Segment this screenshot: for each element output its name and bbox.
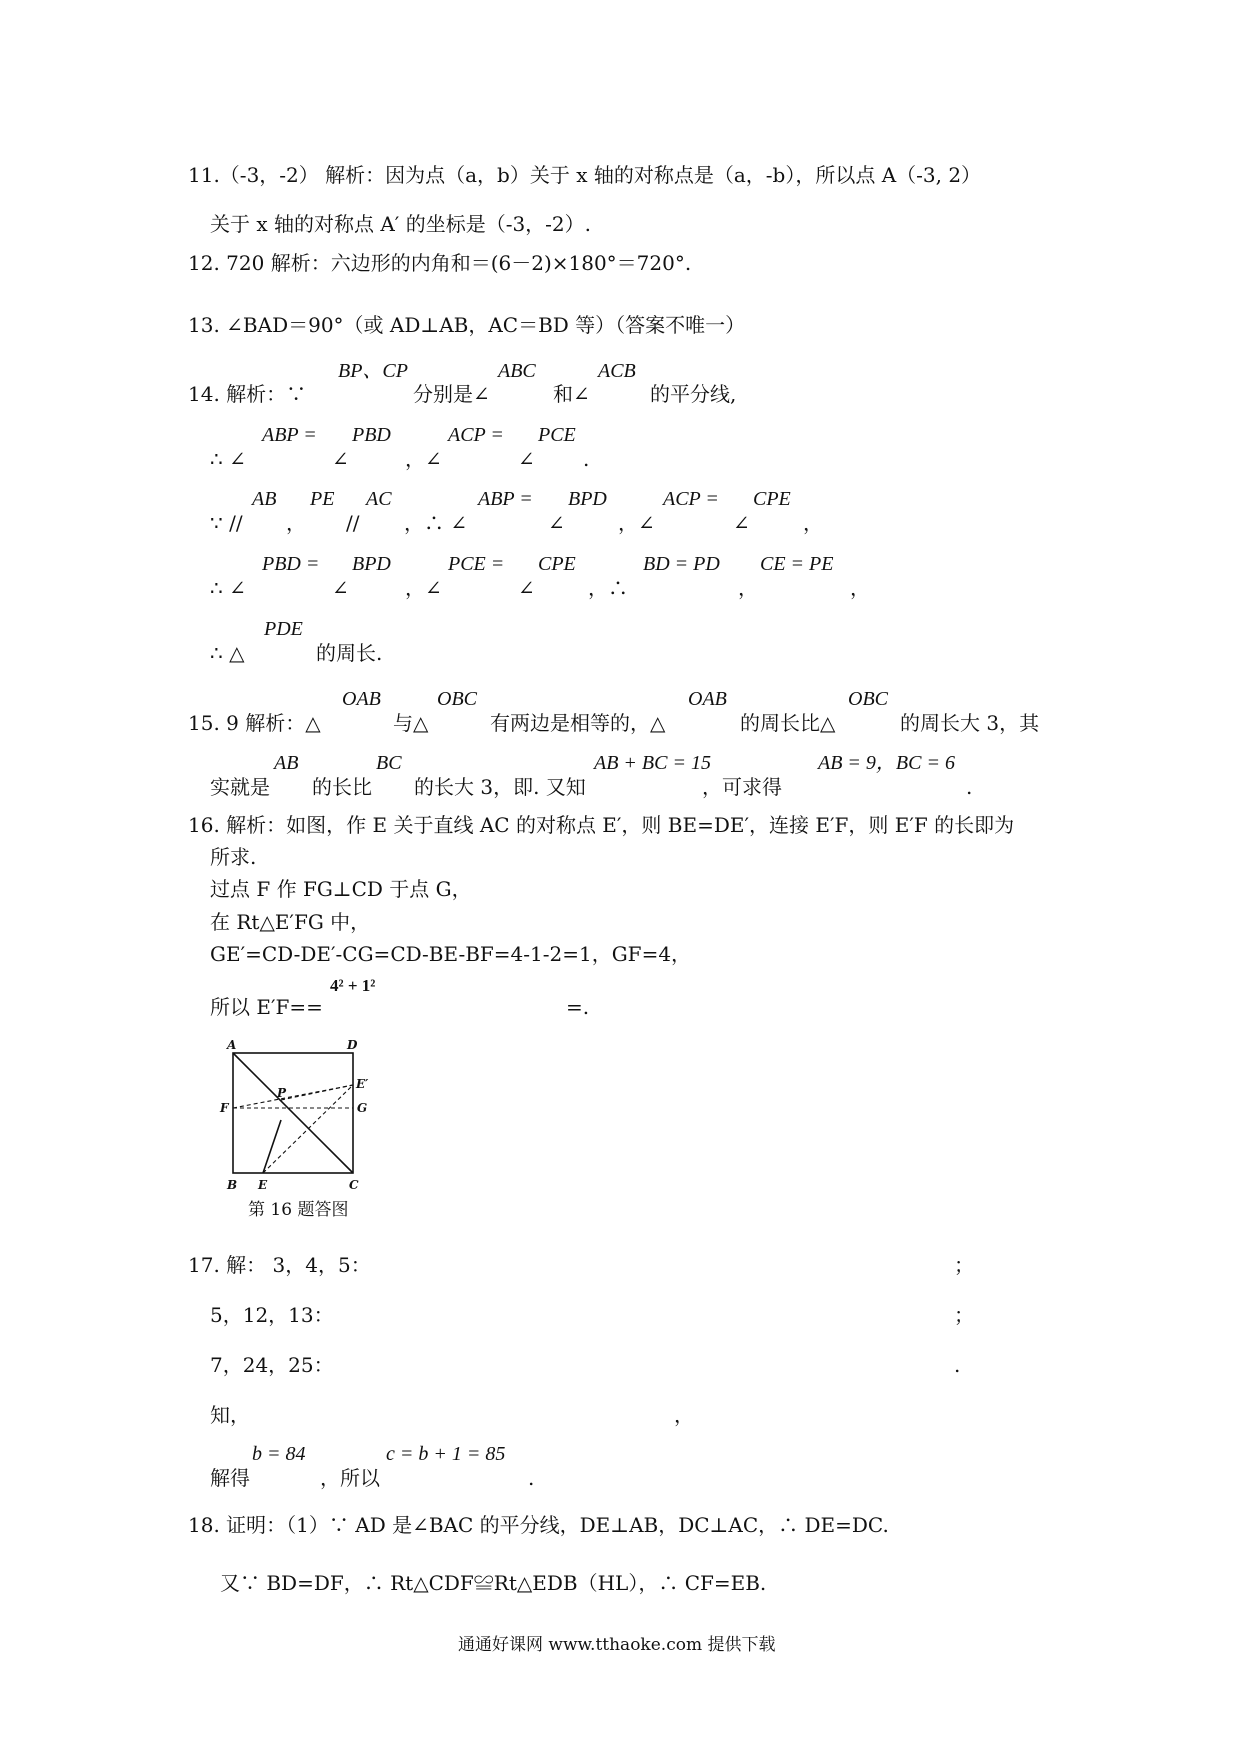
- q17-line2-end: ；: [954, 1303, 974, 1327]
- q14-line4-c: ，∠: [405, 576, 442, 600]
- q14-line3-sup6: ACP =: [663, 488, 719, 510]
- q15-line1-a: 15. 9 解析：△: [188, 711, 321, 735]
- q15-line2-sup1: AB: [274, 752, 299, 774]
- q14-line2-d: ∠: [518, 447, 535, 471]
- label-d: D: [347, 1038, 358, 1052]
- q17-line3-end: .: [954, 1353, 961, 1377]
- label-e-prime: E′: [356, 1077, 369, 1091]
- q14-line3-e: ∠: [548, 511, 565, 535]
- q15-line1-c: 有两边是相等的，△: [490, 711, 666, 735]
- q14-line1-d: 的平分线,: [650, 382, 737, 406]
- q17-line5-c: .: [528, 1466, 535, 1490]
- q15-line1-sup4: OBC: [848, 688, 888, 710]
- q14-line3-sup4: ABP =: [478, 488, 533, 510]
- q15-line1-e: 的周长大 3，其: [900, 711, 1040, 735]
- q16-line5: GE′=CD-DE′-CG=CD-BE-BF=4-1-2=1，GF=4，: [210, 942, 692, 966]
- q14-line4-a: ∴ ∠: [210, 576, 246, 600]
- q14-line2-e: .: [583, 447, 590, 471]
- q15-line2-c: 的长大 3，即. 又知: [414, 775, 586, 799]
- q14-line4-e: ，∴: [588, 576, 628, 600]
- q14-line3-sup2: PE: [310, 488, 335, 510]
- q14-line3-h: ，: [803, 511, 823, 535]
- q15-line2-b: 的长比: [312, 775, 372, 799]
- q15-line2-sup4: AB = 9，BC = 6: [818, 752, 955, 774]
- q14-line3-sup5: BPD: [568, 488, 607, 510]
- q14-line3-a: ∵ //: [210, 511, 243, 535]
- q14-line3-sup7: CPE: [753, 488, 791, 510]
- q14-line3-g: ∠: [733, 511, 750, 535]
- label-g: G: [357, 1101, 368, 1115]
- q14-line2-sup1: ABP =: [262, 424, 317, 446]
- q14-line2-c: ，∠: [405, 447, 442, 471]
- label-e: E: [258, 1178, 268, 1192]
- q14-line4-sup1: PBD =: [262, 553, 320, 575]
- q16-line6-a: 所以 E′F==: [210, 995, 323, 1019]
- q15-line1-sup2: OBC: [437, 688, 477, 710]
- label-c: C: [349, 1178, 359, 1192]
- q16-line3: 过点 F 作 FG⊥CD 于点 G，: [210, 877, 472, 901]
- q14-line1-a: 14. 解析：∵: [188, 382, 307, 406]
- q16-line2: 所求.: [210, 845, 257, 869]
- q14-line4-sup2: BPD: [352, 553, 391, 575]
- q14-line3-c: //: [346, 511, 360, 535]
- q17-line4: 知，: [210, 1403, 250, 1427]
- q16-line1: 16. 解析：如图，作 E 关于直线 AC 的对称点 E′，则 BE=DE′，连接 E′F，则 E′F 的长即为: [188, 813, 1015, 837]
- footer-source: 通通好课网 www.tthaoke.com 提供下载: [458, 1635, 776, 1655]
- segment-pe: [263, 1120, 281, 1173]
- q14-line1-b: 分别是∠: [413, 382, 490, 406]
- q14-line1-c: 和∠: [553, 382, 590, 406]
- q16-line4: 在 Rt△E′FG 中，: [210, 910, 371, 934]
- q17-line2: 5，12，13：: [210, 1303, 334, 1327]
- q11-line1: 11.（-3，-2） 解析：因为点（a，b）关于 x 轴的对称点是（a，-b），所以点 A（-3, 2）: [188, 163, 982, 187]
- q14-line4-sup6: CE = PE: [760, 553, 834, 575]
- q16-figure-caption: 第 16 题答图: [248, 1200, 349, 1220]
- q12-line1: 12. 720 解析：六边形的内角和＝(6－2)×180°＝720°.: [188, 251, 692, 275]
- q14-line4-sup5: BD = PD: [643, 553, 720, 575]
- label-a: A: [227, 1038, 237, 1052]
- q14-line4-sup3: PCE =: [448, 553, 505, 575]
- segment-fe-prime: [233, 1085, 353, 1108]
- q15-line1-b: 与△: [393, 711, 429, 735]
- q15-line2-d: ，可求得: [702, 775, 782, 799]
- q17-line1-end: ；: [954, 1253, 974, 1277]
- segment-pe-prime: [281, 1085, 353, 1100]
- q14-line5-a: ∴ △: [210, 641, 245, 665]
- q14-line1-sup2: ABC: [498, 360, 536, 382]
- q14-line3-b: ，: [286, 511, 306, 535]
- q14-line2-sup3: ACP =: [448, 424, 504, 446]
- q14-line4-g: ，: [850, 576, 870, 600]
- q14-line2-sup2: PBD: [352, 424, 391, 446]
- q14-line3-d: ，∴ ∠: [404, 511, 468, 535]
- q17-line5-b: ，所以: [320, 1466, 380, 1490]
- q17-line5-sup2: c = b + 1 = 85: [386, 1443, 506, 1465]
- q14-line2-b: ∠: [332, 447, 349, 471]
- q15-line2-sup2: BC: [376, 752, 402, 774]
- q17-line5-sup1: b = 84: [252, 1443, 306, 1465]
- q14-line5-sup1: PDE: [264, 618, 303, 640]
- q17-line1: 17. 解： 3，4，5：: [188, 1253, 371, 1277]
- q16-line6-b: =.: [566, 995, 590, 1019]
- q11-line2: 关于 x 轴的对称点 A′ 的坐标是（-3，-2）.: [210, 212, 592, 236]
- q15-line2-e: .: [966, 775, 973, 799]
- label-f: F: [220, 1101, 229, 1115]
- q15-line1-sup3: OAB: [688, 688, 727, 710]
- q18-line2: 又∵ BD=DF，∴ Rt△CDF≌Rt△EDB（HL），∴ CF=EB.: [220, 1571, 767, 1595]
- q14-line3-f: ，∠: [618, 511, 655, 535]
- q14-line1-sup1: BP、CP: [338, 360, 408, 382]
- q13-line1: 13. ∠BAD＝90°（或 AD⊥AB，AC＝BD 等）（答案不唯一）: [188, 313, 746, 337]
- q17-line3: 7，24，25：: [210, 1353, 334, 1377]
- q17-line5-a: 解得: [210, 1466, 250, 1490]
- q14-line3-sup1: AB: [252, 488, 277, 510]
- q14-line2-a: ∴ ∠: [210, 447, 246, 471]
- q15-line1-sup1: OAB: [342, 688, 381, 710]
- q14-line4-d: ∠: [518, 576, 535, 600]
- q16-line6-sup: 4² + 1²: [330, 976, 376, 995]
- q14-line3-sup3: AC: [366, 488, 392, 510]
- q15-line2-sup3: AB + BC = 15: [594, 752, 711, 774]
- diagonal-ac: [233, 1053, 353, 1173]
- q14-line5-b: 的周长.: [316, 641, 383, 665]
- q18-line1: 18. 证明：（1）∵ AD 是∠BAC 的平分线，DE⊥AB，DC⊥AC，∴ DE=DC.: [188, 1513, 889, 1537]
- q16-figure: [215, 1035, 375, 1195]
- q14-line1-sup3: ACB: [598, 360, 636, 382]
- q14-line2-sup4: PCE: [538, 424, 576, 446]
- label-p: P: [277, 1086, 287, 1100]
- label-b: B: [227, 1178, 238, 1192]
- q14-line4-b: ∠: [332, 576, 349, 600]
- q15-line1-d: 的周长比△: [740, 711, 836, 735]
- q15-line2-a: 实就是: [210, 775, 270, 799]
- q14-line4-f: ，: [738, 576, 758, 600]
- q14-line4-sup4: CPE: [538, 553, 576, 575]
- q17-line4-end: ，: [674, 1403, 694, 1427]
